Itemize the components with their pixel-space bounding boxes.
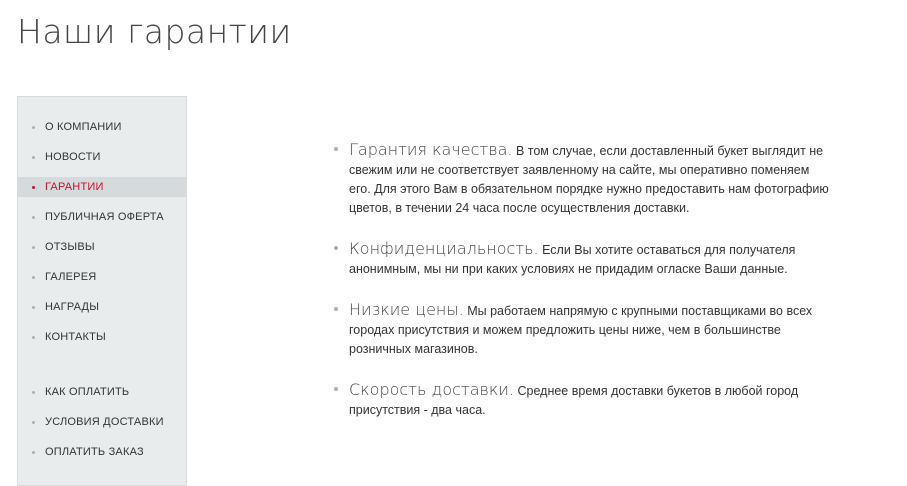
guarantee-title: Низкие цены. <box>349 300 464 319</box>
bullet-icon <box>32 276 35 279</box>
bullet-icon <box>32 186 35 189</box>
bullet-icon <box>334 387 338 391</box>
guarantee-confidentiality <box>334 239 834 279</box>
sidebar-item-label: ГАРАНТИИ <box>45 181 104 193</box>
bullet-icon <box>32 451 35 454</box>
sidebar-extra-menu <box>18 382 186 472</box>
sidebar-item-contacts[interactable] <box>18 327 186 347</box>
sidebar-item-label: КАК ОПЛАТИТЬ <box>45 386 130 398</box>
sidebar-item-news[interactable] <box>18 147 186 167</box>
sidebar-item-pay-order[interactable] <box>18 442 186 462</box>
bullet-icon <box>32 306 35 309</box>
sidebar-main-menu <box>18 117 186 357</box>
bullet-icon <box>334 246 338 250</box>
sidebar-item-about[interactable] <box>18 117 186 137</box>
guarantee-text: Если Вы хотите оставаться для получателя анонимным, мы ни при каких условиях не придадим огласке Ваши данные. <box>349 243 796 276</box>
sidebar-item-public-offer[interactable] <box>18 207 186 227</box>
guarantee-title: Гарантия качества. <box>349 140 513 159</box>
guarantees-content <box>334 140 834 441</box>
bullet-icon <box>32 246 35 249</box>
sidebar-item-delivery-terms[interactable] <box>18 412 186 432</box>
guarantee-title: Скорость доставки. <box>349 380 515 399</box>
sidebar-item-label: НОВОСТИ <box>45 151 101 163</box>
guarantee-text: Мы работаем напрямую с крупными поставщиками во всех городах присутствия и можем предложить цены ниже, чем в большинстве розничных магазинов. <box>349 304 813 356</box>
sidebar-item-label: УСЛОВИЯ ДОСТАВКИ <box>45 416 164 428</box>
sidebar-item-reviews[interactable] <box>18 237 186 257</box>
sidebar-item-gallery[interactable] <box>18 267 186 287</box>
guarantee-delivery-speed <box>334 380 834 420</box>
guarantee-text: Среднее время доставки букетов в любой город присутствия - два часа. <box>349 384 799 417</box>
sidebar-item-label: ОТЗЫВЫ <box>45 241 95 253</box>
bullet-icon <box>32 421 35 424</box>
guarantee-text: В том случае, если доставленный букет выглядит не свежим или не соответствует заявленному на сайте, мы оперативно поменяем его. Для этого Вам в обязательном порядке нужно предоставить нам фотографию цветов, в течении 24 часа после осуществления доставки. <box>349 144 829 215</box>
bullet-icon <box>32 336 35 339</box>
sidebar-item-label: НАГРАДЫ <box>45 301 100 313</box>
bullet-icon <box>32 156 35 159</box>
sidebar-item-label: ПУБЛИЧНАЯ ОФЕРТА <box>45 211 164 223</box>
page-title: Наши гарантии <box>17 12 292 51</box>
sidebar-item-label: ГАЛЕРЕЯ <box>45 271 97 283</box>
sidebar-item-how-to-pay[interactable] <box>18 382 186 402</box>
sidebar-item-label: ОПЛАТИТЬ ЗАКАЗ <box>45 446 144 458</box>
guarantee-low-prices <box>334 300 834 359</box>
sidebar-item-awards[interactable] <box>18 297 186 317</box>
bullet-icon <box>334 147 338 151</box>
bullet-icon <box>334 307 338 311</box>
sidebar-item-label: КОНТАКТЫ <box>45 331 106 343</box>
sidebar-item-label: О КОМПАНИИ <box>45 121 122 133</box>
sidebar-item-guarantees[interactable] <box>18 177 186 197</box>
bullet-icon <box>32 391 35 394</box>
guarantee-quality <box>334 140 834 218</box>
bullet-icon <box>32 126 35 129</box>
guarantee-title: Конфиденциальность. <box>349 239 539 258</box>
bullet-icon <box>32 216 35 219</box>
sidebar <box>17 96 187 486</box>
